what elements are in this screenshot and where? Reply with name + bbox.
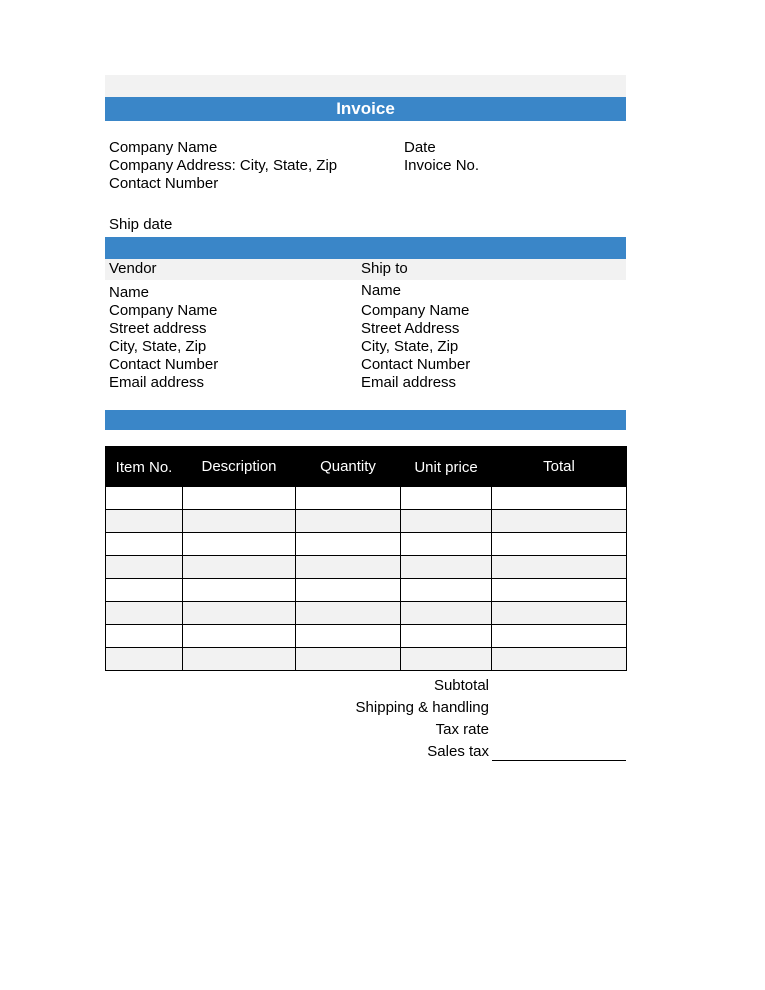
- top-band: [105, 75, 626, 97]
- quantity-cell[interactable]: [296, 602, 401, 625]
- quantity-cell[interactable]: [296, 533, 401, 556]
- sales-tax-label: Sales tax: [427, 743, 489, 760]
- vendor-section-bar: [105, 237, 626, 259]
- items-section-bar: [105, 410, 626, 430]
- table-row: [106, 510, 627, 533]
- total-cell[interactable]: [492, 510, 627, 533]
- total-cell[interactable]: [492, 625, 627, 648]
- quantity-cell[interactable]: [296, 648, 401, 671]
- description-cell[interactable]: [183, 533, 296, 556]
- vendor-city: City, State, Zip: [109, 338, 207, 355]
- item-no-cell[interactable]: [106, 648, 183, 671]
- item-no-cell[interactable]: [106, 487, 183, 510]
- unit-price-cell[interactable]: [401, 556, 492, 579]
- quantity-cell[interactable]: [296, 556, 401, 579]
- ship-to-street: Street Address: [361, 320, 460, 337]
- sales-tax-underline: [492, 760, 626, 761]
- table-row: [106, 625, 627, 648]
- column-header-item-no: Item No.: [106, 447, 183, 487]
- item-no-cell[interactable]: [106, 510, 183, 533]
- ship-to-city: City, State, Zip: [361, 338, 459, 355]
- items-table: [105, 446, 627, 671]
- table-row: [106, 487, 627, 510]
- tax-rate-label: Tax rate: [435, 721, 489, 738]
- unit-price-cell[interactable]: [401, 579, 492, 602]
- unit-price-cell[interactable]: [401, 602, 492, 625]
- total-cell[interactable]: [492, 487, 627, 510]
- ship-to-email: Email address: [361, 374, 457, 391]
- item-no-cell[interactable]: [106, 556, 183, 579]
- ship-to-company: Company Name: [361, 302, 470, 319]
- quantity-cell[interactable]: [296, 625, 401, 648]
- description-cell[interactable]: [183, 487, 296, 510]
- subtotal-label: Subtotal: [433, 677, 489, 694]
- table-row: [106, 602, 627, 625]
- column-header-quantity: Quantity: [296, 447, 401, 487]
- item-no-cell[interactable]: [106, 602, 183, 625]
- company-contact: Contact Number: [109, 175, 219, 192]
- vendor-contact: Contact Number: [109, 356, 219, 373]
- unit-price-cell[interactable]: [401, 648, 492, 671]
- item-no-cell[interactable]: [106, 533, 183, 556]
- description-cell[interactable]: [183, 510, 296, 533]
- total-cell[interactable]: [492, 533, 627, 556]
- invoice-title: Invoice: [336, 99, 395, 118]
- total-cell[interactable]: [492, 579, 627, 602]
- company-address: Company Address: City, State, Zip: [109, 157, 338, 174]
- description-cell[interactable]: [183, 648, 296, 671]
- table-row: [106, 579, 627, 602]
- total-cell[interactable]: [492, 648, 627, 671]
- total-cell[interactable]: [492, 556, 627, 579]
- item-no-cell[interactable]: [106, 579, 183, 602]
- column-header-total: Total: [492, 447, 627, 487]
- vendor-street: Street address: [109, 320, 207, 337]
- invoice-title-bar: [105, 97, 626, 121]
- vendor-header: Vendor: [109, 260, 157, 277]
- ship-to-header: Ship to: [361, 260, 408, 277]
- unit-price-cell[interactable]: [401, 510, 492, 533]
- description-cell[interactable]: [183, 556, 296, 579]
- unit-price-cell[interactable]: [401, 533, 492, 556]
- shipping-handling-label: Shipping & handling: [355, 699, 489, 716]
- table-row: [106, 533, 627, 556]
- total-cell[interactable]: [492, 602, 627, 625]
- date-label: Date: [404, 139, 436, 156]
- quantity-cell[interactable]: [296, 487, 401, 510]
- ship-to-name: Name: [361, 282, 402, 299]
- quantity-cell[interactable]: [296, 579, 401, 602]
- unit-price-cell[interactable]: [401, 625, 492, 648]
- ship-date-label: Ship date: [109, 216, 173, 233]
- column-header-description: Description: [183, 447, 296, 487]
- table-row: [106, 556, 627, 579]
- vendor-company: Company Name: [109, 302, 218, 319]
- company-name: Company Name: [109, 139, 218, 156]
- description-cell[interactable]: [183, 579, 296, 602]
- items-header-row: [106, 447, 627, 487]
- column-header-unit-price: Unit price: [401, 447, 492, 487]
- quantity-cell[interactable]: [296, 510, 401, 533]
- unit-price-cell[interactable]: [401, 487, 492, 510]
- invoice-number-label: Invoice No.: [404, 157, 480, 174]
- vendor-name: Name: [109, 284, 150, 301]
- item-no-cell[interactable]: [106, 625, 183, 648]
- vendor-email: Email address: [109, 374, 205, 391]
- table-row: [106, 648, 627, 671]
- ship-to-contact: Contact Number: [361, 356, 471, 373]
- description-cell[interactable]: [183, 625, 296, 648]
- description-cell[interactable]: [183, 602, 296, 625]
